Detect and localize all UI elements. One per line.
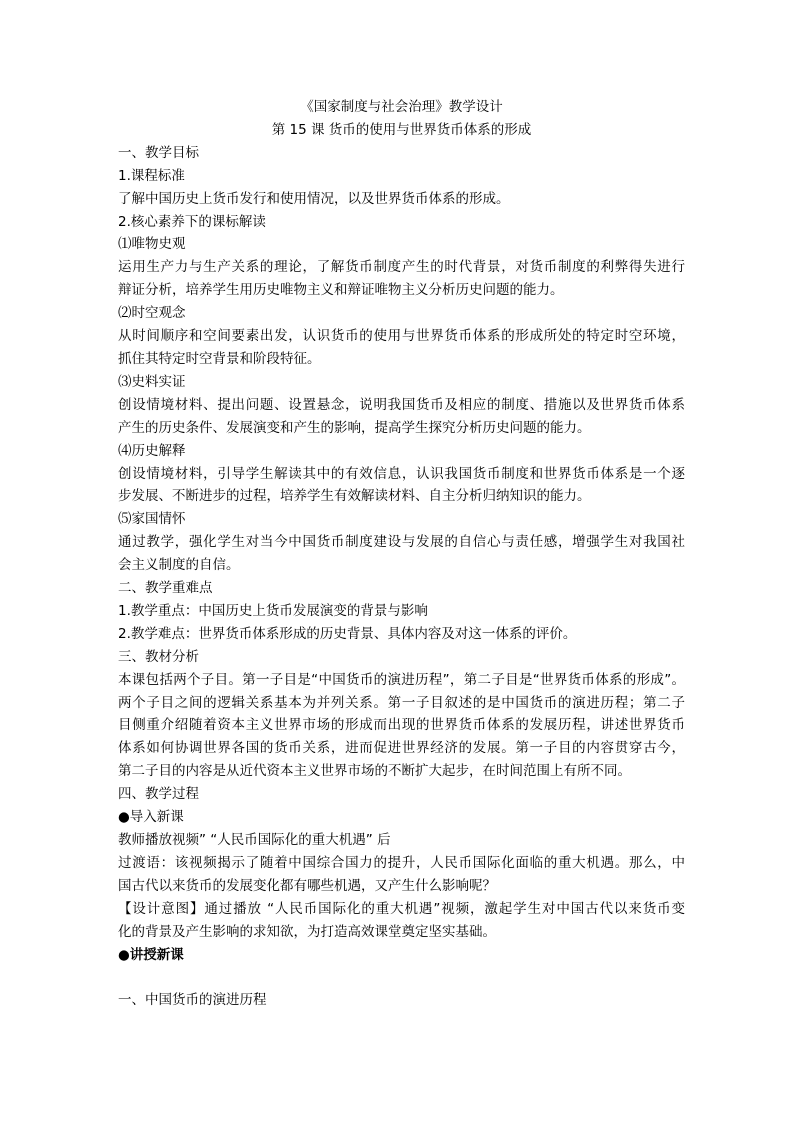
paragraph-line: 了解中国历史上货币发行和使用情况，以及世界货币体系的形成。: [118, 190, 510, 207]
section-heading-process: 四、教学过程: [118, 786, 199, 803]
paragraph-line: 本课包括两个子目。第一子目是“中国货币的演进历程”，第二子目是“世界货币体系的形成”。: [118, 671, 685, 688]
item-heading-evidence: ⑶史料实证: [118, 373, 186, 390]
section-heading-goals: 一、教学目标: [118, 144, 199, 161]
doc-title: 《国家制度与社会治理》教学设计: [300, 99, 503, 115]
subsection-heading: 一、中国货币的演进历程: [118, 992, 267, 1009]
item-heading-materialism: ⑴唯物史观: [118, 236, 186, 253]
subheading-core: 2.核心素养下的课标解读: [118, 213, 266, 230]
item-heading-interpretation: ⑷历史解释: [118, 442, 186, 459]
section-heading-key-points: 二、教学重难点: [118, 580, 213, 597]
paragraph-line: 步发展、不断进步的过程，培养学生有效解读材料、自主分析归纳知识的能力。: [118, 488, 591, 505]
item-heading-spacetime: ⑵时空观念: [118, 305, 186, 322]
paragraph-line: 2.教学难点：世界货币体系形成的历史背景、具体内容及对这一体系的评价。: [118, 625, 577, 642]
paragraph-line: 教师播放视频” “人民币国际化的重大机遇” 后: [118, 832, 391, 848]
doc-subtitle: 第 15 课 货币的使用与世界货币体系的形成: [271, 121, 532, 138]
paragraph-line: 创设情境材料、提出问题、设置悬念，说明我国货币及相应的制度、措施以及世界货币体系: [118, 396, 685, 413]
paragraph-line: 会主义制度的自信。: [118, 557, 240, 574]
paragraph-line: 运用生产力与生产关系的理论，了解货币制度产生的时代背景，对货币制度的利弊得失进行: [118, 259, 685, 276]
paragraph-line: 过渡语：该视频揭示了随着中国综合国力的提升，人民币国际化面临的重大机遇。那么，中: [118, 854, 685, 871]
paragraph-line: 体系如何协调世界各国的货币关系，进而促进世界经济的发展。第一子目的内容贯穿古今，: [118, 740, 685, 757]
blank-line: [118, 966, 685, 989]
paragraph-line: 目侧重介绍随着资本主义世界市场的形成而出现的世界货币体系的发展历程，讲述世界货币: [118, 717, 685, 734]
paragraph-line: 【设计意图】通过播放 “人民币国际化的重大机遇”视频，激起学生对中国古代以来货币变: [118, 900, 685, 917]
paragraph-line: 第二子目的内容是从近代资本主义世界市场的不断扩大起步，在时间范围上有所不同。: [118, 763, 631, 780]
paragraph-line: 国古代以来货币的发展变化都有哪些机遇，又产生什么影响呢？: [118, 877, 496, 894]
paragraph-line: 化的背景及产生影响的求知欲，为打造高效课堂奠定坚实基础。: [118, 923, 496, 940]
paragraph-line: 通过教学，强化学生对当今中国货币制度建设与发展的自信心与责任感，增强学生对我国社: [118, 534, 685, 551]
paragraph-line: 辩证分析，培养学生用历史唯物主义和辩证唯物主义分析历史问题的能力。: [118, 282, 564, 299]
paragraph-line: 从时间顺序和空间要素出发，认识货币的使用与世界货币体系的形成所处的特定时空环境，: [118, 328, 685, 345]
subheading-standard: 1.课程标准: [118, 167, 185, 184]
paragraph-line: 抓住其特定时空背景和阶段特征。: [118, 350, 321, 367]
paragraph-line: 两个子目之间的逻辑关系基本为并列关系。第一子目叙述的是中国货币的演进历程；第二子: [118, 694, 685, 711]
bullet-heading-intro: ●导入新课: [118, 809, 184, 826]
bullet-heading-teaching: ●讲授新课: [118, 946, 184, 963]
section-heading-material: 三、教材分析: [118, 648, 199, 665]
paragraph-line: 1.教学重点：中国历史上货币发展演变的背景与影响: [118, 602, 428, 619]
paragraph-line: 产生的历史条件、发展演变和产生的影响，提高学生探究分析历史问题的能力。: [118, 419, 591, 436]
item-heading-patriotism: ⑸家国情怀: [118, 511, 186, 528]
paragraph-line: 创设情境材料，引导学生解读其中的有效信息，认识我国货币制度和世界货币体系是一个逐: [118, 465, 685, 482]
